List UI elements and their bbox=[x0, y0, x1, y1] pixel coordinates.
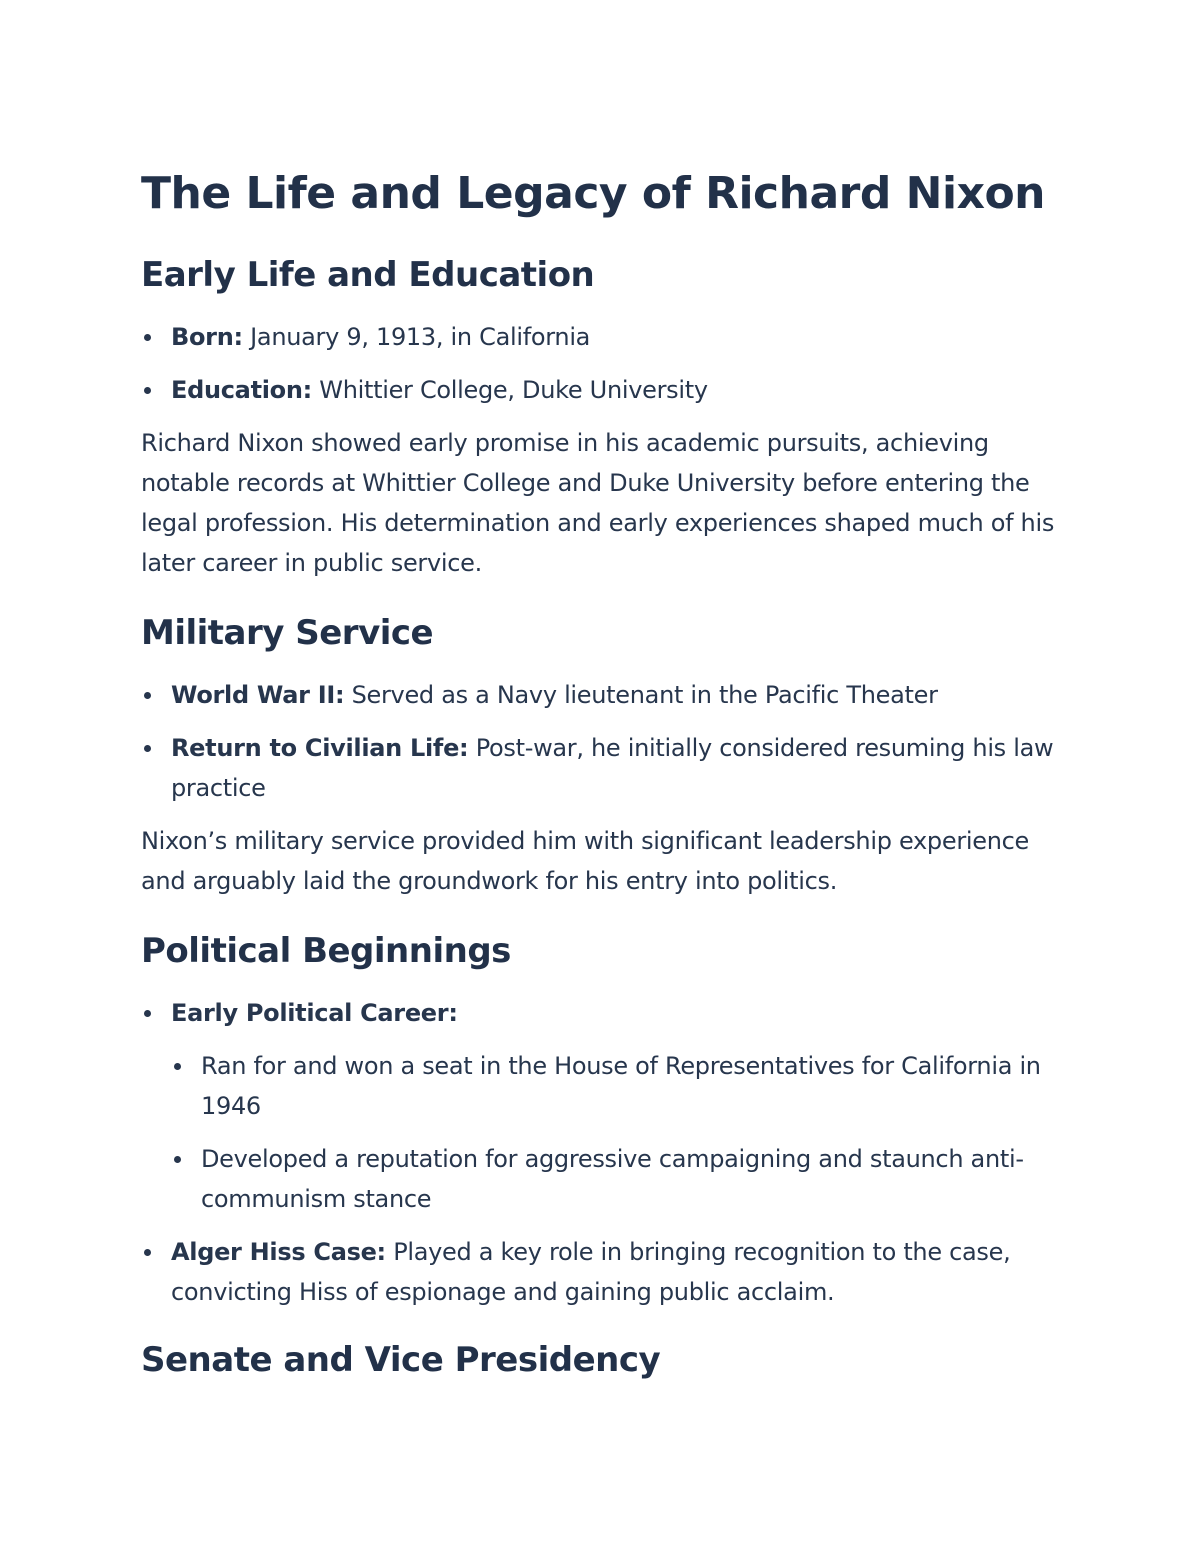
section-military bbox=[141, 611, 1061, 901]
bullet-list bbox=[141, 993, 1061, 1312]
section-paragraph: Nixon’s military service provided him with significant leadership experience and arguably laid the groundwork for his entry into politics. bbox=[141, 827, 1029, 895]
item-label: Born: bbox=[171, 323, 243, 351]
item-text: Post-war, he initially considered resuming his law practice bbox=[171, 734, 1054, 802]
item-text: Served as a Navy lieutenant in the Pacific Theater bbox=[344, 681, 938, 709]
page-title: The Life and Legacy of Richard Nixon bbox=[141, 168, 1046, 219]
item-label: Alger Hiss Case: bbox=[171, 1238, 386, 1266]
bullet-list bbox=[141, 675, 1061, 808]
section-early-life bbox=[141, 253, 1061, 583]
section-heading: Political Beginnings bbox=[141, 931, 511, 971]
bullet-list bbox=[141, 317, 1061, 410]
document-page bbox=[141, 165, 1061, 1402]
section-heading: Military Service bbox=[141, 613, 434, 653]
item-text: January 9, 1913, in California bbox=[242, 323, 591, 351]
list-item bbox=[141, 1232, 1061, 1312]
list-item bbox=[141, 370, 1061, 410]
section-senate bbox=[141, 1338, 1061, 1382]
list-item bbox=[141, 728, 1061, 808]
item-label: Education: bbox=[171, 376, 312, 404]
sub-bullet-list bbox=[171, 1046, 1061, 1219]
section-paragraph: Richard Nixon showed early promise in his academic pursuits, achieving notable records at Whittier College and Duke University before entering the legal profession. His determination and early experiences shaped much of his later career in public service. bbox=[141, 429, 1055, 577]
section-political bbox=[141, 929, 1061, 1312]
sub-list-item: Ran for and won a seat in the House of Representatives for California in 1946 bbox=[171, 1046, 1061, 1126]
item-text: Whittier College, Duke University bbox=[311, 376, 708, 404]
item-label: Return to Civilian Life: bbox=[171, 734, 469, 762]
list-item bbox=[141, 993, 1061, 1219]
item-label: Early Political Career: bbox=[171, 999, 458, 1027]
item-text: Played a key role in bringing recognition to the case, convicting Hiss of espionage and gaining public acclaim. bbox=[171, 1238, 1011, 1306]
sub-list-item: Developed a reputation for aggressive campaigning and staunch anti-communism stance bbox=[171, 1139, 1061, 1219]
list-item bbox=[141, 675, 1061, 715]
section-heading: Early Life and Education bbox=[141, 255, 595, 295]
section-heading: Senate and Vice Presidency bbox=[141, 1340, 661, 1380]
list-item bbox=[141, 317, 1061, 357]
item-label: World War II: bbox=[171, 681, 345, 709]
